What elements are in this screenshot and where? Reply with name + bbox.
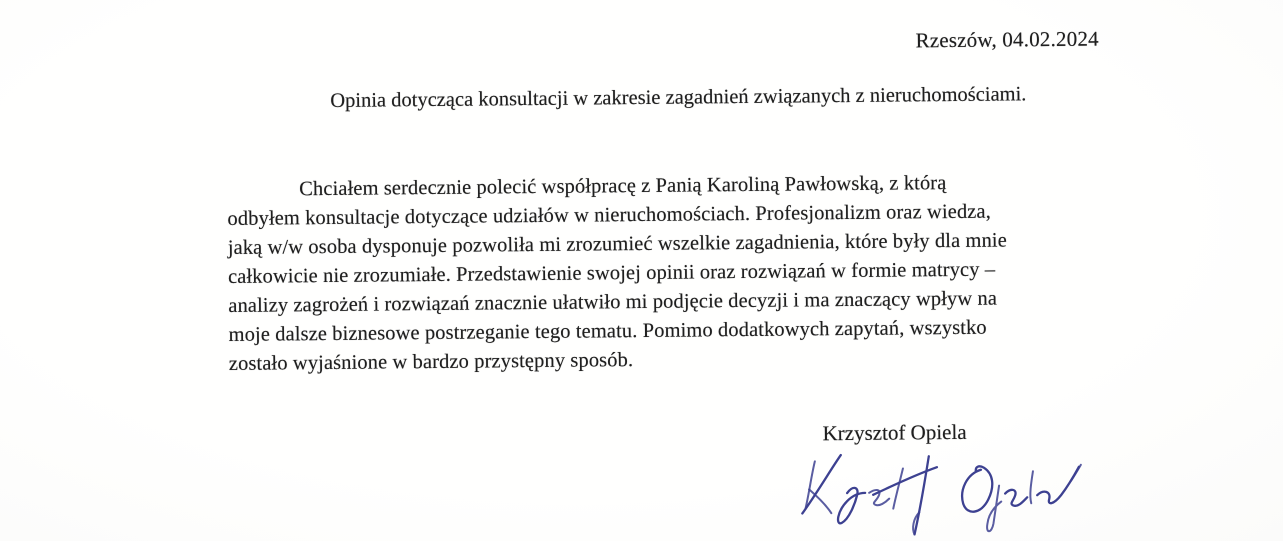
signature-ink-icon	[785, 445, 1086, 540]
body-line: Chciałem serdecznie polecić współpracę z Panią Karoliną Pawłowską, z którą	[299, 172, 947, 201]
signatory-printed-name: Krzysztof Opiela	[822, 419, 967, 446]
body-line: zostało wyjaśnione w bardzo przystępny sposób.	[228, 349, 634, 375]
body-line: jaką w/w osoba dysponuje pozwoliła mi zrozumieć wszelkie zagadnienia, które były dla mnie	[227, 229, 1007, 259]
document-title: Opinia dotycząca konsultacji w zakresie zagadnień związanych z nieruchomościami.	[330, 83, 1027, 112]
handwritten-signature	[785, 445, 1086, 540]
body-line: całkowicie nie zrozumiałe. Przedstawienie swojej opinii oraz rozwiązań w formie matrycy –	[227, 258, 996, 288]
body-line: moje dalsze biznesowe postrzeganie tego tematu. Pomimo dodatkowych zapytań, wszystko	[228, 316, 987, 346]
body-line: analizy zagrożeń i rozwiązań znacznie ułatwiło mi podjęcie decyzji i ma znaczący wpływ na	[228, 287, 998, 317]
city-date-line: Rzeszów, 04.02.2024	[915, 26, 1099, 53]
body-paragraph	[227, 168, 1099, 379]
body-line: odbyłem konsultacje dotyczące udziałów w nieruchomościach. Profesjonalizm oraz wiedza,	[227, 200, 991, 230]
